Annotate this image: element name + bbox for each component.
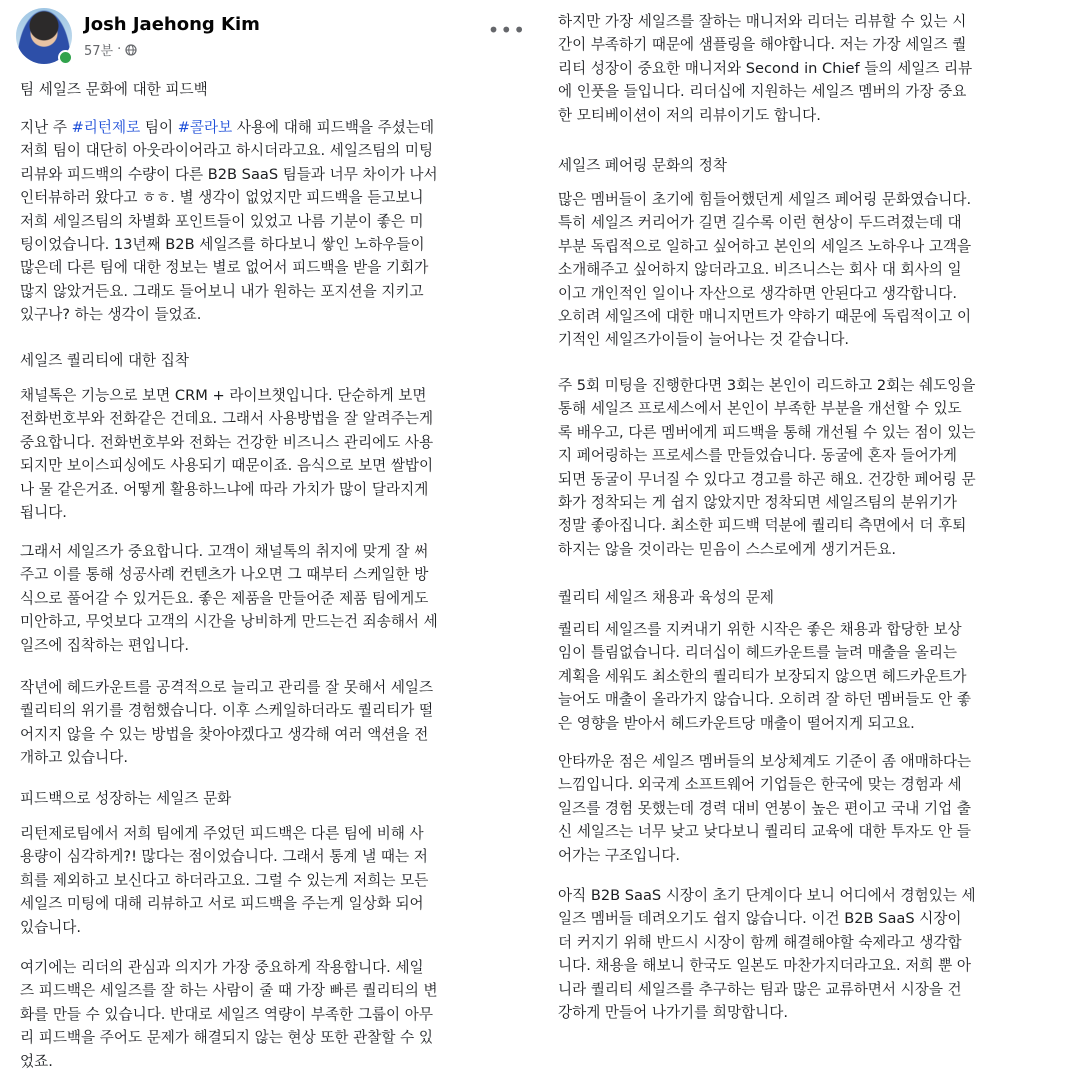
paragraph-pairing-process: 주 5회 미팅을 진행한다면 3회는 본인이 리드하고 2회는 쉐도잉을 통해 세일즈 프로세스에서 본인이 부족한 부분을 개선할 수 있도 록 배우고, 다른 멤버에게 피드백을 통해 개선될 수 있는 점이 있는 지 페어링하는 프로세스를 만들었습니다. 동굴에 혼자 들어가게 되면 동굴이 무너질 수 있다고 경고를 하곤 해요. 건강한 페어링 문 화가 정착되는 게 쉽지 않았지만 정착되면 세일즈팀의 분위기가 정말 좋아집니다. 최소한 피드백 덕분에 퀄리티 측면에서 더 후퇴 하지는 않을 것이라는 믿음이 스스로에게 생기거든요. [558,377,976,558]
paragraph-leadership: 여기에는 리더의 관심과 의지가 가장 중요하게 작용합니다. 세일 즈 피드백은 세일즈를 잘 하는 사람이 줄 때 가장 빠른 퀄리티의 변 화를 만들 수 있습니다. 반대로 세일즈 역량이 부족한 그룹이 아무 리 피드백을 주어도 문제가 해결되지 않는 현상 또한 관찰할 수 있 었죠. [20,959,438,1070]
post-title: 팀 세일즈 문화에 대한 피드백 [20,81,208,98]
online-status-icon [58,50,73,65]
meta-separator: · [117,42,122,57]
globe-icon [125,44,137,56]
intro-text-start: 지난 주 [20,119,72,136]
paragraph-compensation: 안타까운 점은 세일즈 멤버들의 보상체계도 기준이 좀 애매하다는 느낌입니다. 외국계 소프트웨어 기업들은 한국에 맞는 경험과 세 일즈를 경험 못했는데 경력 대비 연봉이 높은 편이고 국내 기업 출 신 세일즈는 너무 낮고 낮다보니 퀄리티 교육에 대한 투자도 안 들 어가는 구조입니다. [558,753,972,864]
post-header [16,8,528,64]
post-timestamp[interactable]: 57분 [84,44,114,59]
paragraph-headcount: 작년에 헤드카운트를 공격적으로 늘리고 관리를 잘 못해서 세일즈 퀄리티의 위기를 경험했습니다. 이후 스케일하더라도 퀄리티가 떨 어지지 않을 수 있는 방법을 찾아야겠다고 생각해 여러 액션을 전 개하고 있습니다. [20,679,434,767]
paragraph-returnzero-feedback: 리턴제로팀에서 저희 팀에게 주었던 피드백은 다른 팀에 비해 사 용량이 심각하게?! 많다는 점이었습니다. 그래서 통계 낼 때는 저 희를 제외하고 보신다고 하더라고요. 그럴 수 있는게 저희는 모든 세일즈 미팅에 대해 리뷰하고 서로 피드백을 주는게 일상화 되어 있습니다. [20,825,429,936]
paragraph-intro [20,116,526,327]
more-options-icon[interactable]: ••• [487,18,526,42]
hashtag-returnzero[interactable]: #리턴제로 [71,119,141,136]
paragraph-market: 아직 B2B SaaS 시장이 초기 단계이다 보니 어디에서 경험있는 세 일즈 멤버들 데려오기도 쉽지 않습니다. 이건 B2B SaaS 시장이 더 커지기 위해 반드시 시장이 함께 해결해야할 숙제라고 생각합 니다. 채용을 해보니 한국도 일본도 마찬가지더라고요. 저희 뿐 아 니라 퀄리티 세일즈를 추구하는 팀과 많은 교류하면서 시장을 건 강하게 만들어 나가기를 희망합니다. [558,887,976,1022]
paragraph-sampling: 하지만 가장 세일즈를 잘하는 매니저와 리더는 리뷰할 수 있는 시 간이 부족하기 때문에 샘플링을 해야합니다. 저는 가장 세일즈 퀄 리티 성장이 중요한 매니저와 Second in Chief 들의 세일즈 리뷰 에 인풋을 들입니다. 리더십에 지원하는 세일즈 멤버의 가장 중요 한 모티베이션이 저의 리뷰이기도 합니다. [558,13,973,124]
intro-text-rest: 사용에 대해 피드백을 주셨는데 저희 팀이 대단히 아웃라이어라고 하시더라고요. 세일즈팀의 미팅 리뷰와 피드백의 수량이 다른 B2B SaaS 팀들과 너무 차이가 나서 인터뷰하러 왔다고 ㅎㅎ. 별 생각이 없었지만 피드백을 듣고보니 저희 세일즈팀의 차별화 포인트들이 있었고 나름 기분이 좋은 미 팅이었습니다. 13년째 B2B 세일즈를 하다보니 쌓인 노하우들이 많은데 다른 팀에 대한 정보는 별로 없어서 피드백을 받을 기회가 많지 않았거든요. 그래도 들어보니 내가 원하는 포지션을 지키고 있구나? 하는 생각이 들었죠. [20,119,438,324]
author-name[interactable]: Josh Jaehong Kim [84,14,260,35]
section-heading-feedback-culture: 피드백으로 성장하는 세일즈 문화 [20,790,232,807]
section-heading-hiring: 퀄리티 세일즈 채용과 육성의 문제 [558,589,774,606]
paragraph-sales-importance: 그래서 세일즈가 중요합니다. 고객이 채널톡의 취지에 맞게 잘 써 주고 이를 통해 성공사례 컨텐츠가 나오면 그 때부터 스케일한 방 식으로 풀어갈 수 있거든요. 좋은 제품을 만들어준 제품 팀에게도 미안하고, 무엇보다 고객의 시간을 낭비하게 만드는건 죄송해서 세 일즈에 집착하는 편입니다. [20,543,438,654]
intro-text-mid: 팀이 [140,119,178,136]
section-heading-pairing: 세일즈 페어링 문화의 정착 [558,157,727,174]
paragraph-channeltalk: 채널톡은 기능으로 보면 CRM + 라이브챗입니다. 단순하게 보면 전화번호부와 전화같은 건데요. 그래서 사용방법을 잘 알려주는게 중요합니다. 전화번호부와 전화는 건강한 비즈니스 관리에도 사용 되지만 보이스피싱에도 사용되기 때문이죠. 음식으로 보면 쌀밥이 나 물 같은거죠. 어떻게 활용하느냐에 따라 가치가 많이 달라지게 됩니다. [20,387,434,522]
hashtag-collabo[interactable]: #콜라보 [177,119,233,136]
paragraph-hiring: 퀄리티 세일즈를 지켜내기 위한 시작은 좋은 채용과 합당한 보상 임이 틀림없습니다. 리더십이 헤드카운트를 늘려 매출을 올리는 계획을 세워도 최소한의 퀄리티가 보장되지 않으면 헤드카운트가 늘어도 매출이 올라가지 않습니다. 오히려 잘 하던 멤버들도 안 좋 은 영향을 받아서 헤드카운트당 매출이 떨어지게 되고요. [558,621,971,732]
section-heading-quality: 세일즈 퀄리티에 대한 집착 [20,352,189,369]
paragraph-pairing-culture: 많은 멤버들이 초기에 힘들어했던게 세일즈 페어링 문화였습니다. 특히 세일즈 커리어가 길면 길수록 이런 현상이 두드려졌는데 대 부분 독립적으로 일하고 싶어하고 본인의 세일즈 노하우나 고객을 소개해주고 싶어하지 않더라고요. 비즈니스는 회사 대 회사의 일 이고 개인적인 일이나 자산으로 생각하면 안된다고 생각합니다. 오히려 세일즈에 대한 매니지먼트가 약하기 때문에 독립적이고 이 기적인 세일즈가이들이 늘어나는 것 같습니다. [558,191,972,349]
post-meta [84,40,137,59]
